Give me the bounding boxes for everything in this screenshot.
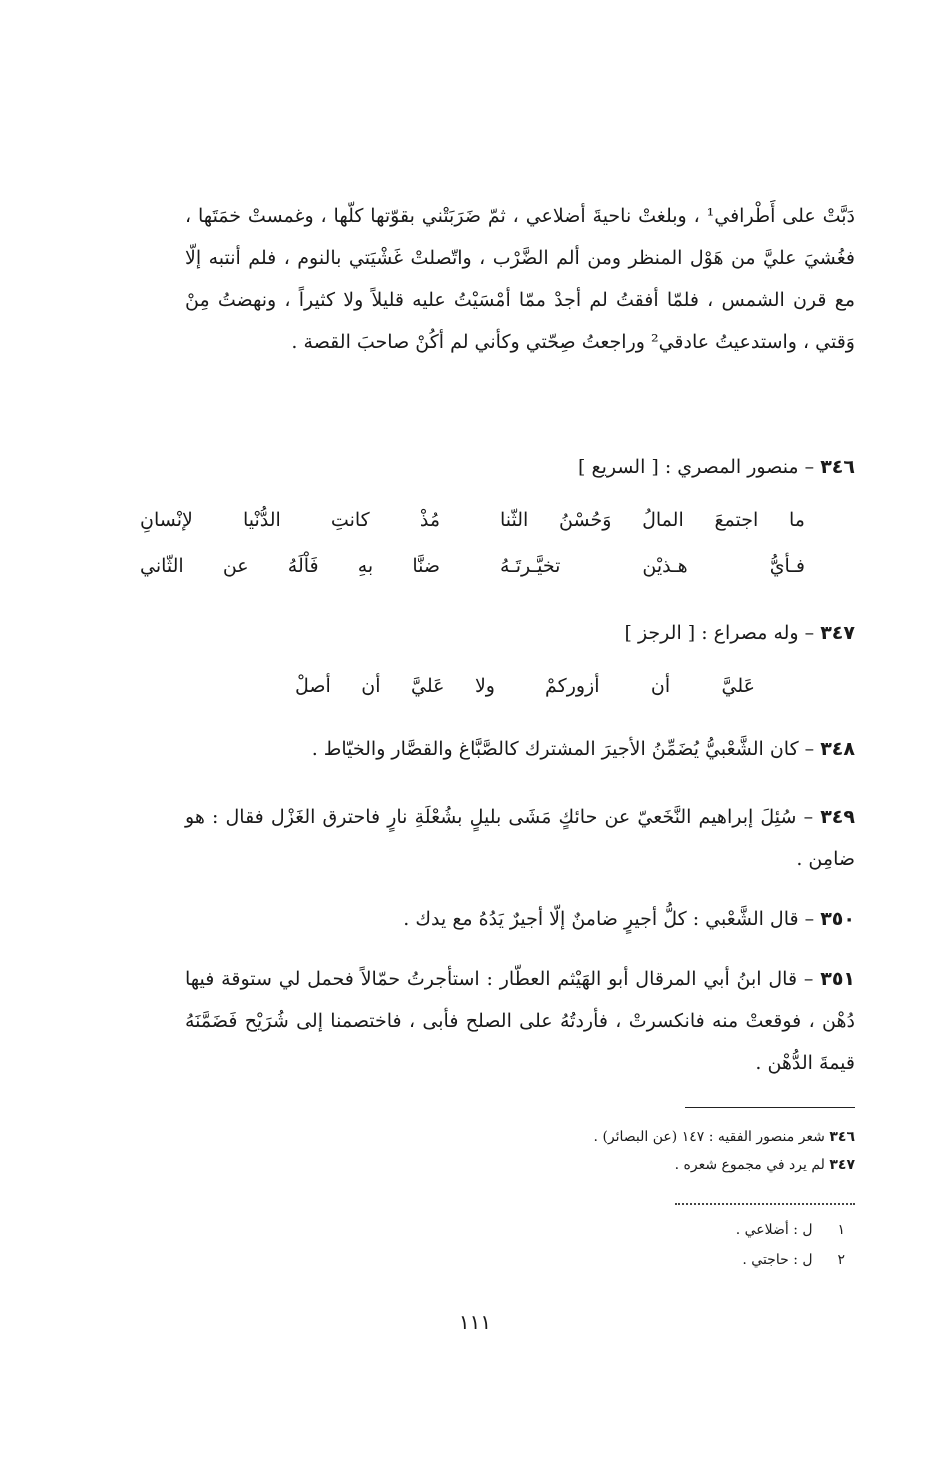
entry-number: ٣٤٦ bbox=[820, 456, 855, 478]
entry-dash: – bbox=[803, 806, 814, 828]
verse-line bbox=[140, 500, 805, 540]
entry-348 bbox=[185, 728, 855, 770]
verse-first-hemistich: عَليَّ أن أزوركمْ bbox=[545, 675, 755, 697]
entry-dash: – bbox=[804, 456, 815, 478]
page-number: ١١١ bbox=[458, 1310, 492, 1334]
footnote-dotted-separator bbox=[675, 1203, 855, 1205]
entry-dash: – bbox=[804, 738, 815, 760]
entry-number: ٣٤٩ bbox=[820, 806, 855, 828]
verse-line bbox=[140, 546, 805, 586]
entry-number: ٣٤٨ bbox=[820, 738, 855, 760]
source-number: ٣٤٦ bbox=[829, 1129, 855, 1145]
entry-dash: – bbox=[804, 622, 815, 644]
entry-number: ٣٤٧ bbox=[820, 622, 855, 644]
source-note bbox=[675, 1150, 855, 1180]
entry-dash: – bbox=[803, 968, 814, 990]
intro-paragraph: دَبَّتْ على أَطْرافي¹ ، وبلغتْ ناحيةَ أضلاعي ، ثمّ ضَرَبَتْني بقوّتها كلّها ، وغمستْ خمَتَها ، فغُشيَ عليَّ من هَوْل المنظر ومن ألم الضَّرْب ، واتّصلتْ غَشْيَتي بالنوم ، فلم أنتبه إلّا مع قرن الشمس ، فلمّا أفقتُ لم أجدْ ممّا أمْسَيْتُ عليه قليلاً ولا كثيراً ، ونهضتُ مِنْ وَقتي ، واستدعيتُ عادقي² وراجعتُ صِحّتي وكأني لم أكُنْ صاحبَ القصة . bbox=[185, 205, 855, 353]
source-number: ٣٤٧ bbox=[829, 1157, 855, 1173]
verse-second-hemistich: ولا عَليَّ أن أصلْ bbox=[295, 675, 495, 697]
entry-349 bbox=[185, 796, 855, 880]
verse-first-hemistich: ما اجتمعَ المالُ وَحُسْنُ الثّنا bbox=[500, 509, 805, 531]
entry-dash: – bbox=[804, 908, 815, 930]
source-text: شعر منصور الفقيه : ١٤٧ (عن البصائر) . bbox=[593, 1129, 825, 1145]
source-text: لم يرد في مجموع شعره . bbox=[674, 1157, 825, 1173]
source-note bbox=[594, 1122, 855, 1152]
entry-347-heading bbox=[185, 612, 855, 654]
verse-first-hemistich: فـأيُّ هـذيْن تخيَّـرتَـهُ bbox=[500, 555, 805, 577]
entry-text: كان الشَّعْبيُّ يُضَمِّنُ الأجيرَ المشترك كالصَّبَّاغ والقصَّار والخيّاط . bbox=[311, 738, 799, 760]
footnote-divider bbox=[685, 1107, 855, 1108]
entry-text: قال ابنُ أبي المرقال أبو الهَيْثم العطّار : استأجرتُ حمّالاً فحمل لي ستوقة فيها دُهْن ، فوقعتْ منه فانكسرتْ ، فأردتُهُ على الصلح فأبى ، فاختصمنا إلى شُرَيْح فَضَمَّنَهُ قيمةَ الدُّهْن . bbox=[185, 968, 855, 1074]
verse-line bbox=[295, 666, 755, 706]
footnote-text: ل : أضلاعي . bbox=[735, 1222, 813, 1238]
entry-351 bbox=[185, 958, 855, 1084]
verse-second-hemistich: ضنَّا بهِ فَاْلَهُ عن الثّاني bbox=[140, 555, 440, 577]
entry-346-heading bbox=[185, 446, 855, 488]
entry-heading-text: منصور المصري : [ السريع ] bbox=[578, 456, 799, 478]
entry-number: ٣٥٠ bbox=[820, 908, 855, 930]
entry-number: ٣٥١ bbox=[820, 968, 856, 990]
entry-text: قال الشَّعْبي : كلُّ أجيرٍ ضامنٌ إلّا أجيرٌ يَدُهُ مع يدك . bbox=[403, 908, 799, 930]
footnote-text: ل : حاجتي . bbox=[742, 1252, 813, 1268]
footnote-number: ١ bbox=[837, 1222, 845, 1238]
verse-second-hemistich: مُذْ كانتِ الدُّنْيا لإنْسانِ bbox=[140, 509, 440, 531]
entry-text: سُئِلَ إبراهيم النَّخَعيّ عن حائكٍ مَشَى بليلٍ بشُعْلَةِ نارٍ فاحترق الغَزْل فقال : هو ضامِن . bbox=[185, 806, 855, 870]
entry-heading-text: وله مصراع : [ الرجز ] bbox=[624, 622, 799, 644]
footnote bbox=[736, 1215, 845, 1245]
footnote bbox=[742, 1245, 845, 1275]
footnote-number: ٢ bbox=[837, 1252, 845, 1268]
entry-350 bbox=[185, 898, 855, 940]
